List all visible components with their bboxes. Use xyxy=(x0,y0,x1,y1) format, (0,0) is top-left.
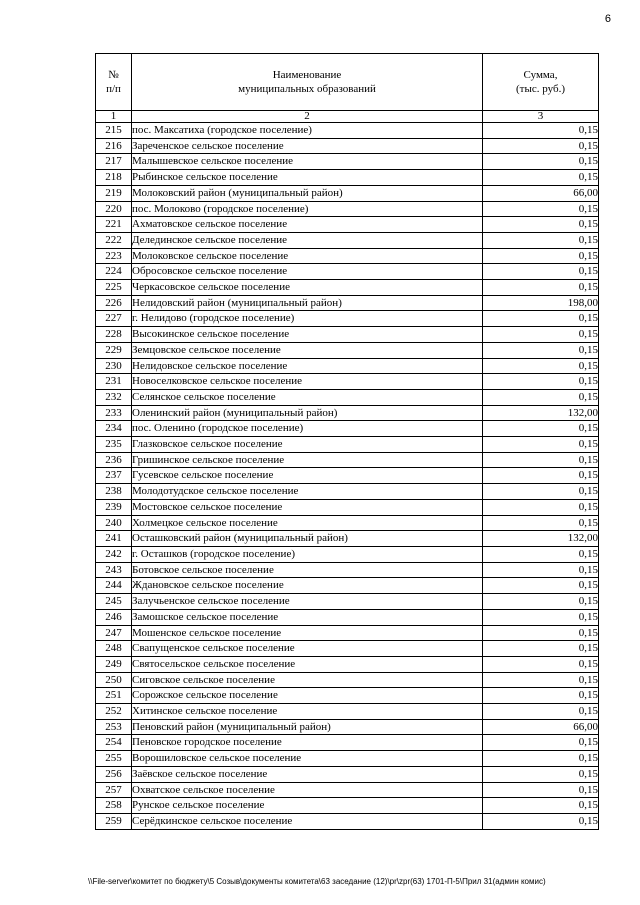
row-number: 218 xyxy=(96,170,132,186)
row-name: Земцовское сельское поселение xyxy=(132,342,483,358)
table-row xyxy=(96,499,599,515)
table-row xyxy=(96,562,599,578)
header-num-text: № п/п xyxy=(106,69,121,95)
row-name: Пеновское городское поселение xyxy=(132,735,483,751)
row-name: Мошенское сельское поселение xyxy=(132,625,483,641)
column-index-1: 1 xyxy=(96,111,132,123)
row-name: Селянское сельское поселение xyxy=(132,389,483,405)
table-row xyxy=(96,185,599,201)
row-sum: 66,00 xyxy=(483,185,599,201)
row-sum: 0,15 xyxy=(483,154,599,170)
row-number: 223 xyxy=(96,248,132,264)
row-number: 243 xyxy=(96,562,132,578)
row-sum: 0,15 xyxy=(483,421,599,437)
row-sum: 198,00 xyxy=(483,295,599,311)
row-number: 221 xyxy=(96,217,132,233)
row-name: Черкасовское сельское поселение xyxy=(132,280,483,296)
row-sum: 0,15 xyxy=(483,311,599,327)
row-number: 245 xyxy=(96,594,132,610)
row-name: Ахматовское сельское поселение xyxy=(132,217,483,233)
row-sum: 0,15 xyxy=(483,546,599,562)
header-name-text: Наименование муниципальных образований xyxy=(238,69,376,95)
row-sum: 0,15 xyxy=(483,374,599,390)
table-row xyxy=(96,578,599,594)
row-number: 254 xyxy=(96,735,132,751)
table-row xyxy=(96,766,599,782)
table-row xyxy=(96,327,599,343)
table-row xyxy=(96,782,599,798)
row-name: Сиговское сельское поселение xyxy=(132,672,483,688)
table-row xyxy=(96,264,599,280)
header-sum-text: Сумма, (тыс. руб.) xyxy=(516,69,565,95)
header-name xyxy=(132,54,483,111)
row-number: 247 xyxy=(96,625,132,641)
table-row xyxy=(96,452,599,468)
row-number: 253 xyxy=(96,719,132,735)
table-header-row xyxy=(96,54,599,111)
row-number: 233 xyxy=(96,405,132,421)
row-name: Ботовское сельское поселение xyxy=(132,562,483,578)
row-sum: 0,15 xyxy=(483,798,599,814)
row-sum: 0,15 xyxy=(483,688,599,704)
row-sum: 0,15 xyxy=(483,358,599,374)
row-number: 219 xyxy=(96,185,132,201)
row-name: Свапущенское сельское поселение xyxy=(132,641,483,657)
row-name: Нелидовский район (муниципальный район) xyxy=(132,295,483,311)
row-number: 235 xyxy=(96,437,132,453)
row-sum: 0,15 xyxy=(483,672,599,688)
row-sum: 0,15 xyxy=(483,280,599,296)
row-name: пос. Оленино (городское поселение) xyxy=(132,421,483,437)
row-sum: 0,15 xyxy=(483,201,599,217)
row-number: 225 xyxy=(96,280,132,296)
page-number: 6 xyxy=(604,13,611,25)
row-name: Нелидовское сельское поселение xyxy=(132,358,483,374)
table-row xyxy=(96,389,599,405)
row-name: Ждановское сельское поселение xyxy=(132,578,483,594)
table-row xyxy=(96,123,599,139)
row-name: Холмецкое сельское поселение xyxy=(132,515,483,531)
row-number: 236 xyxy=(96,452,132,468)
row-name: Гусевское сельское поселение xyxy=(132,468,483,484)
row-number: 230 xyxy=(96,358,132,374)
table-row xyxy=(96,358,599,374)
table-row xyxy=(96,672,599,688)
row-name: Делединское сельское поселение xyxy=(132,232,483,248)
column-index-row xyxy=(96,111,599,123)
row-sum: 0,15 xyxy=(483,452,599,468)
row-name: Осташковский район (муниципальный район) xyxy=(132,531,483,547)
column-index-2: 2 xyxy=(132,111,483,123)
row-sum: 0,15 xyxy=(483,248,599,264)
row-number: 228 xyxy=(96,327,132,343)
row-number: 257 xyxy=(96,782,132,798)
row-number: 256 xyxy=(96,766,132,782)
row-name: Молодотудское сельское поселение xyxy=(132,484,483,500)
row-name: Малышевское сельское поселение xyxy=(132,154,483,170)
row-sum: 0,15 xyxy=(483,594,599,610)
table-row xyxy=(96,295,599,311)
row-sum: 0,15 xyxy=(483,217,599,233)
row-sum: 0,15 xyxy=(483,609,599,625)
table-row xyxy=(96,594,599,610)
table-row xyxy=(96,437,599,453)
table-row xyxy=(96,170,599,186)
table-row xyxy=(96,813,599,829)
table-row xyxy=(96,138,599,154)
table-row xyxy=(96,405,599,421)
row-number: 237 xyxy=(96,468,132,484)
row-number: 242 xyxy=(96,546,132,562)
row-number: 241 xyxy=(96,531,132,547)
row-number: 251 xyxy=(96,688,132,704)
row-number: 226 xyxy=(96,295,132,311)
row-number: 244 xyxy=(96,578,132,594)
table-row xyxy=(96,798,599,814)
row-name: Гришинское сельское поселение xyxy=(132,452,483,468)
row-number: 248 xyxy=(96,641,132,657)
table-row xyxy=(96,232,599,248)
row-sum: 0,15 xyxy=(483,232,599,248)
row-number: 250 xyxy=(96,672,132,688)
row-name: Хитинское сельское поселение xyxy=(132,704,483,720)
table-row xyxy=(96,641,599,657)
row-sum: 0,15 xyxy=(483,342,599,358)
row-sum: 0,15 xyxy=(483,766,599,782)
municipalities-table xyxy=(95,53,599,830)
footer-file-path: \\File-server\комитет по бюджету\5 Созыв\документы комитета\63 заседание (12)\pr\zpr(63) 1701-П-5\Прил 31(админ комис) xyxy=(88,877,546,886)
row-name: Заёвское сельское поселение xyxy=(132,766,483,782)
table-row xyxy=(96,468,599,484)
table-row xyxy=(96,280,599,296)
row-name: Молоковское сельское поселение xyxy=(132,248,483,264)
row-name: Святосельское сельское поселение xyxy=(132,656,483,672)
row-number: 234 xyxy=(96,421,132,437)
table-row xyxy=(96,751,599,767)
table-row xyxy=(96,342,599,358)
table-row xyxy=(96,609,599,625)
row-name: Замошское сельское поселение xyxy=(132,609,483,625)
row-number: 258 xyxy=(96,798,132,814)
row-sum: 0,15 xyxy=(483,138,599,154)
row-sum: 0,15 xyxy=(483,782,599,798)
row-name: Ворошиловское сельское поселение xyxy=(132,751,483,767)
table-row xyxy=(96,625,599,641)
row-sum: 0,15 xyxy=(483,751,599,767)
row-name: Глазковское сельское поселение xyxy=(132,437,483,453)
row-number: 229 xyxy=(96,342,132,358)
table-row xyxy=(96,421,599,437)
table-row xyxy=(96,688,599,704)
row-sum: 0,15 xyxy=(483,515,599,531)
row-name: Рунское сельское поселение xyxy=(132,798,483,814)
header-sum xyxy=(483,54,599,111)
row-number: 222 xyxy=(96,232,132,248)
row-sum: 0,15 xyxy=(483,389,599,405)
row-sum: 0,15 xyxy=(483,625,599,641)
row-sum: 0,15 xyxy=(483,123,599,139)
row-number: 215 xyxy=(96,123,132,139)
row-sum: 0,15 xyxy=(483,437,599,453)
row-name: Молоковский район (муниципальный район) xyxy=(132,185,483,201)
table-row xyxy=(96,374,599,390)
row-number: 246 xyxy=(96,609,132,625)
row-name: Высокинское сельское поселение xyxy=(132,327,483,343)
row-number: 232 xyxy=(96,389,132,405)
row-sum: 66,00 xyxy=(483,719,599,735)
table-row xyxy=(96,515,599,531)
row-name: г. Нелидово (городское поселение) xyxy=(132,311,483,327)
row-sum: 132,00 xyxy=(483,405,599,421)
row-sum: 0,15 xyxy=(483,578,599,594)
row-number: 249 xyxy=(96,656,132,672)
table-row xyxy=(96,217,599,233)
row-sum: 0,15 xyxy=(483,264,599,280)
row-name: Оленинский район (муниципальный район) xyxy=(132,405,483,421)
row-name: Мостовское сельское поселение xyxy=(132,499,483,515)
row-name: Новоселковское сельское поселение xyxy=(132,374,483,390)
row-sum: 0,15 xyxy=(483,735,599,751)
row-number: 239 xyxy=(96,499,132,515)
row-number: 220 xyxy=(96,201,132,217)
row-name: Пеновский район (муниципальный район) xyxy=(132,719,483,735)
table-row xyxy=(96,735,599,751)
row-number: 217 xyxy=(96,154,132,170)
table-row xyxy=(96,154,599,170)
row-number: 240 xyxy=(96,515,132,531)
row-sum: 0,15 xyxy=(483,327,599,343)
row-number: 216 xyxy=(96,138,132,154)
row-sum: 0,15 xyxy=(483,813,599,829)
table-row xyxy=(96,719,599,735)
row-name: г. Осташков (городское поселение) xyxy=(132,546,483,562)
row-number: 227 xyxy=(96,311,132,327)
row-name: Залучьенское сельское поселение xyxy=(132,594,483,610)
row-number: 224 xyxy=(96,264,132,280)
row-number: 231 xyxy=(96,374,132,390)
table-row xyxy=(96,248,599,264)
row-number: 252 xyxy=(96,704,132,720)
row-number: 255 xyxy=(96,751,132,767)
row-sum: 0,15 xyxy=(483,468,599,484)
row-sum: 0,15 xyxy=(483,641,599,657)
row-name: Серёдкинское сельское поселение xyxy=(132,813,483,829)
table-row xyxy=(96,484,599,500)
row-number: 238 xyxy=(96,484,132,500)
row-sum: 0,15 xyxy=(483,656,599,672)
table-row xyxy=(96,704,599,720)
row-name: пос. Молоково (городское поселение) xyxy=(132,201,483,217)
row-name: Охватское сельское поселение xyxy=(132,782,483,798)
header-num xyxy=(96,54,132,111)
table-row xyxy=(96,531,599,547)
row-sum: 132,00 xyxy=(483,531,599,547)
table-row xyxy=(96,201,599,217)
row-name: Сорожское сельское поселение xyxy=(132,688,483,704)
row-name: пос. Максатиха (городское поселение) xyxy=(132,123,483,139)
row-sum: 0,15 xyxy=(483,704,599,720)
row-name: Рыбинское сельское поселение xyxy=(132,170,483,186)
row-sum: 0,15 xyxy=(483,484,599,500)
row-sum: 0,15 xyxy=(483,499,599,515)
row-number: 259 xyxy=(96,813,132,829)
row-name: Обросовское сельское поселение xyxy=(132,264,483,280)
row-name: Зареченское сельское поселение xyxy=(132,138,483,154)
table-row xyxy=(96,656,599,672)
column-index-3: 3 xyxy=(483,111,599,123)
table-row xyxy=(96,311,599,327)
row-sum: 0,15 xyxy=(483,562,599,578)
table-row xyxy=(96,546,599,562)
row-sum: 0,15 xyxy=(483,170,599,186)
